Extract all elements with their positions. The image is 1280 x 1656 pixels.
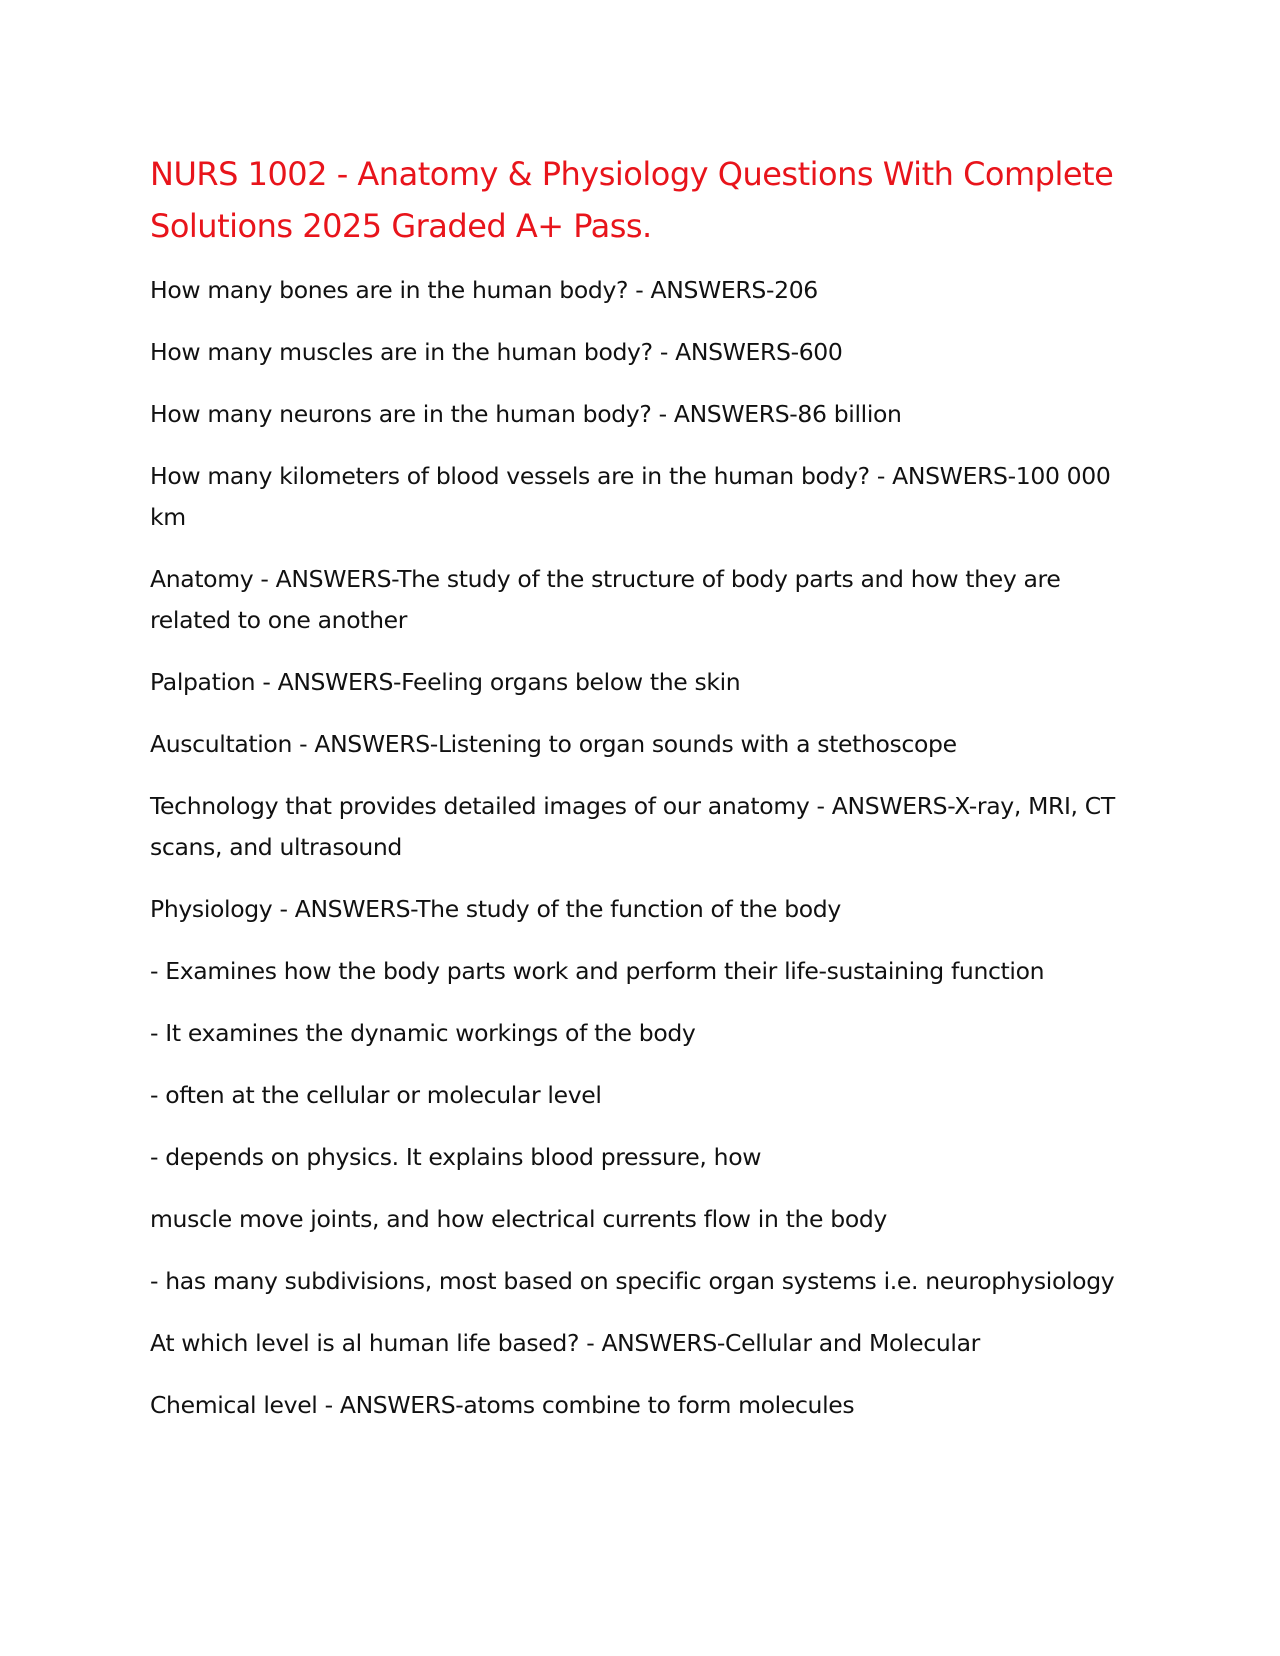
paragraph: How many bones are in the human body? - ANSWERS-206	[150, 276, 818, 304]
paragraph: Physiology - ANSWERS-The study of the function of the body	[150, 895, 841, 923]
document-title: NURS 1002 - Anatomy & Physiology Questions With Complete Solutions 2025 Graded A+ Pass.	[150, 155, 1114, 245]
paragraph: - depends on physics. It explains blood pressure, how	[150, 1143, 762, 1171]
document-body	[150, 270, 1130, 1426]
paragraph: Anatomy - ANSWERS-The study of the structure of body parts and how they are related to one another	[150, 565, 1061, 634]
paragraph: At which level is al human life based? - ANSWERS-Cellular and Molecular	[150, 1329, 980, 1357]
document-page	[150, 148, 1130, 1447]
paragraph: - Examines how the body parts work and perform their life-sustaining function	[150, 957, 1045, 985]
paragraph: - has many subdivisions, most based on specific organ systems i.e. neurophysiology	[150, 1267, 1115, 1295]
paragraph: - It examines the dynamic workings of the body	[150, 1019, 696, 1047]
paragraph: How many kilometers of blood vessels are in the human body? - ANSWERS-100 000 km	[150, 462, 1111, 531]
paragraph: How many neurons are in the human body? - ANSWERS-86 billion	[150, 400, 902, 428]
paragraph: - often at the cellular or molecular level	[150, 1081, 602, 1109]
paragraph: Palpation - ANSWERS-Feeling organs below the skin	[150, 668, 741, 696]
paragraph: muscle move joints, and how electrical currents flow in the body	[150, 1205, 887, 1233]
paragraph: Technology that provides detailed images of our anatomy - ANSWERS-X-ray, MRI, CT scans, and ultrasound	[150, 792, 1115, 861]
paragraph: Auscultation - ANSWERS-Listening to organ sounds with a stethoscope	[150, 730, 957, 758]
paragraph: Chemical level - ANSWERS-atoms combine to form molecules	[150, 1391, 855, 1419]
paragraph: How many muscles are in the human body? - ANSWERS-600	[150, 338, 843, 366]
